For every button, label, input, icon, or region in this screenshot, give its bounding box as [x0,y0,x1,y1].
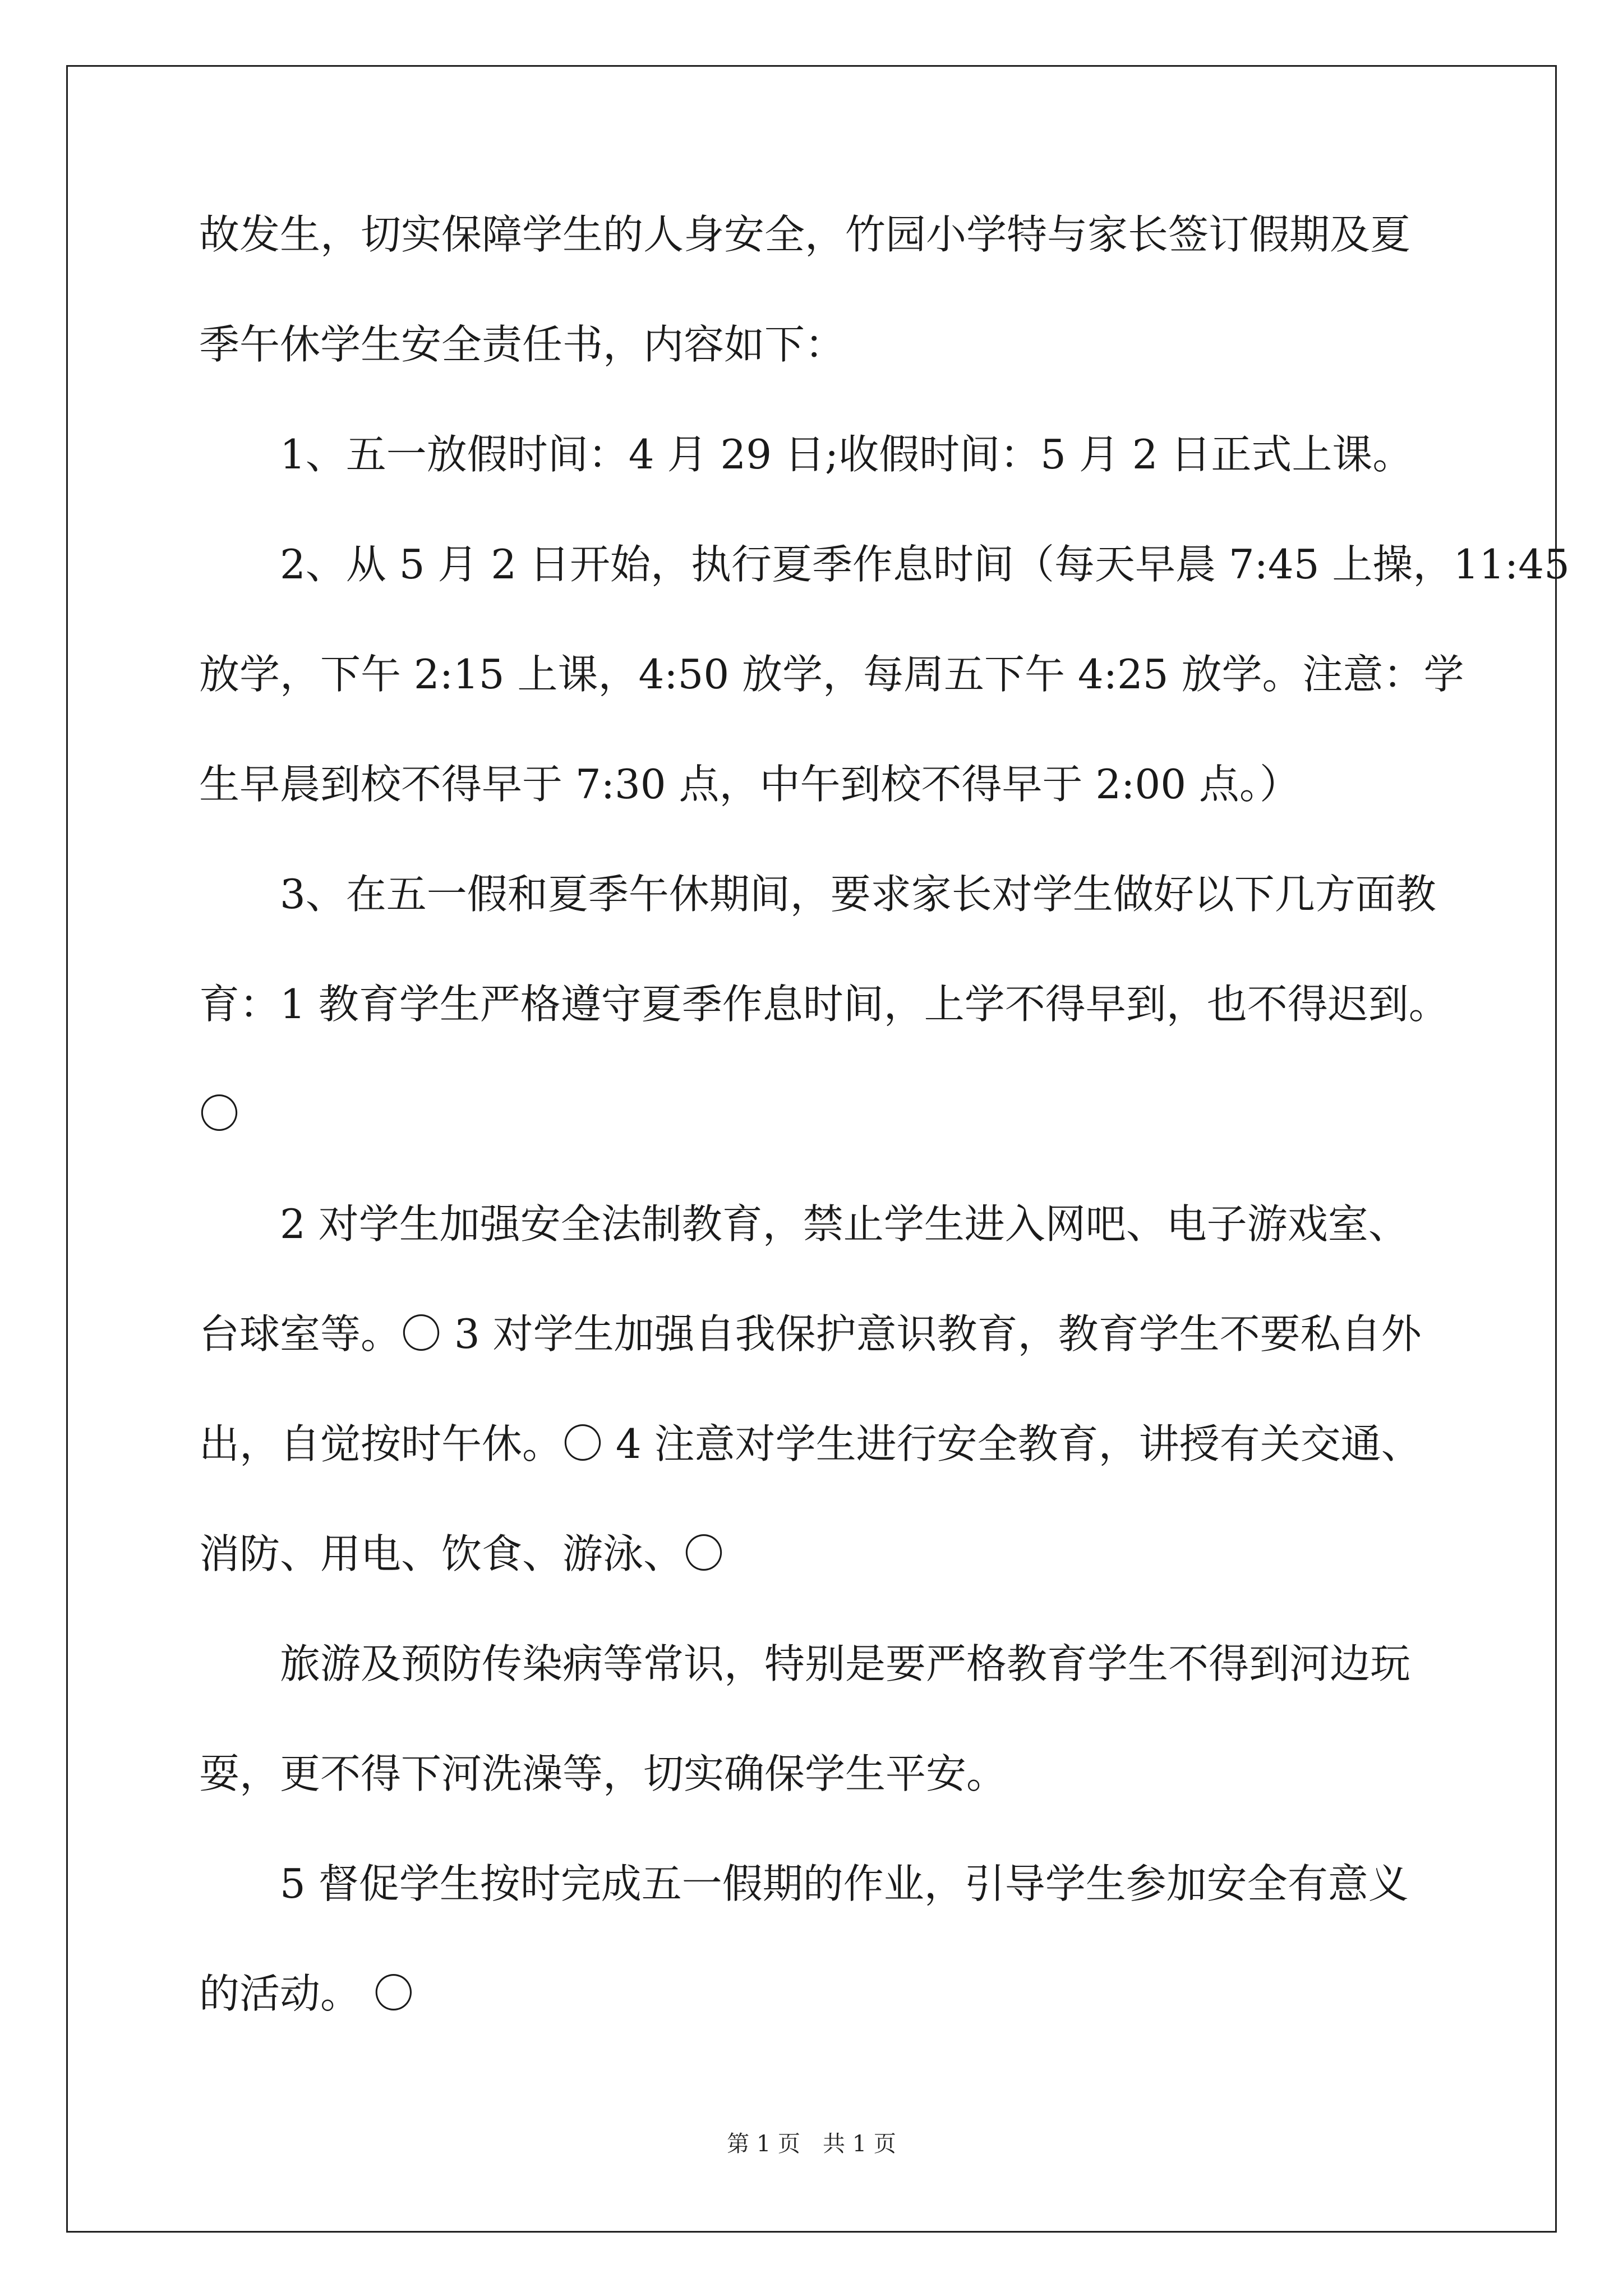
text-line: 2 对学生加强安全法制教育，禁止学生进入网吧、电子游戏室、 [280,1200,1409,1248]
text-line: 耍，更不得下河洗澡等，切实确保学生平安。 [199,1750,1007,1797]
text-line: 3、在五一假和夏季午休期间，要求家长对学生做好以下几方面教 [280,871,1436,918]
text-line: 放学，下午 2:15 上课，4:50 放学，每周五下午 4:25 放学。注意：学 [199,651,1464,698]
text-line: 1、五一放假时间：4 月 29 日;收假时间：5 月 2 日正式上课。 [280,431,1413,478]
text-line: 季午休学生安全责任书，内容如下： [199,321,846,368]
text-line: 〇 [199,1091,240,1138]
document-body [199,208,1570,2077]
text-line: 育：1 教育学生严格遵守夏季作息时间，上学不得早到，也不得迟到。 [199,981,1449,1028]
text-line: 旅游及预防传染病等常识，特别是要严格教育学生不得到河边玩 [280,1640,1411,1687]
text-line: 故发生，切实保障学生的人身安全，竹园小学特与家长签订假期及夏 [199,211,1411,258]
text-line: 5 督促学生按时完成五一假期的作业，引导学生参加安全有意义 [280,1860,1409,1907]
text-line: 出，自觉按时午休。〇 4 注意对学生进行安全教育，讲授有关交通、 [199,1420,1422,1467]
text-line: 消防、用电、饮食、游泳、〇 [199,1530,725,1577]
text-line: 生早晨到校不得早于 7:30 点，中午到校不得早于 2:00 点。） [199,761,1300,808]
text-line: 2、从 5 月 2 日开始，执行夏季作息时间（每天早晨 7:45 上操，11:45 [280,541,1570,588]
text-line: 台球室等。〇 3 对学生加强自我保护意识教育，教育学生不要私自外 [199,1310,1422,1358]
text-line: 的活动。 〇 [199,1970,414,2017]
page-footer: 第 1 页 共 1 页 [727,2131,896,2157]
